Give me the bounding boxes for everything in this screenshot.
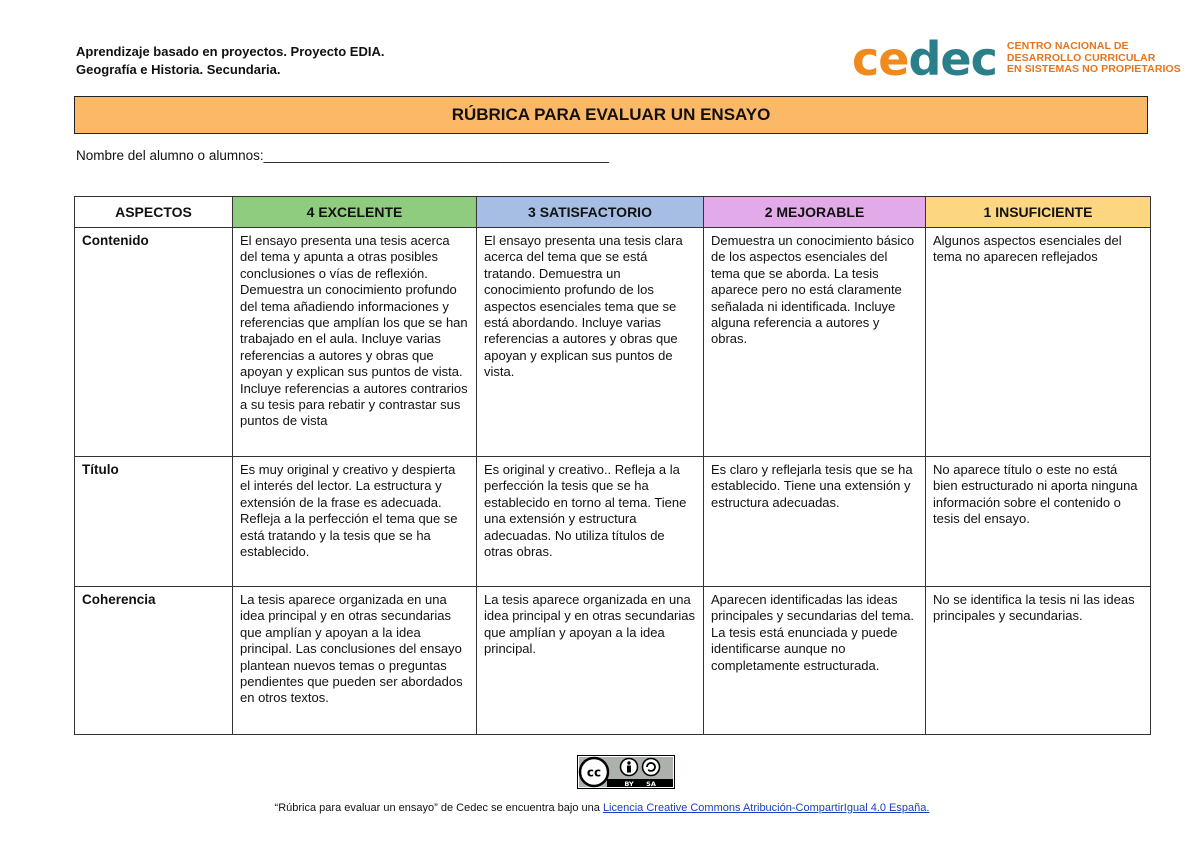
- logo-wordmark: cedec: [852, 32, 997, 86]
- cell-coherencia-excelente: La tesis aparece organizada en una idea principal y en otras secundarias que amplían y apoyan a la idea principal. Las conclusiones del ensayo plantean nuevos temas o preguntas pendientes que pueden ser abordados en otros textos.: [233, 587, 477, 735]
- cell-titulo-insuficiente: No aparece título o este no está bien estructurado ni aporta ninguna información sobre el contenido o tesis del ensayo.: [926, 457, 1151, 587]
- license-link[interactable]: Licencia Creative Commons Atribución-CompartirIgual 4.0 España.: [602, 802, 930, 814]
- header-satisfactorio: 3 SATISFACTORIO: [477, 197, 704, 228]
- cell-titulo-mejorable: Es claro y reflejarla tesis que se ha establecido. Tiene una extensión y estructura adecuadas.: [704, 457, 926, 587]
- cell-contenido-satisfactorio: El ensayo presenta una tesis clara acerca del tema que se está tratando. Demuestra un conocimiento profundo de los aspectos esenciales tema que se está abordando. Incluye varias referencias a autores y obras que apoyan y explican sus puntos de vista.: [477, 228, 704, 457]
- header-excelente: 4 EXCELENTE: [233, 197, 477, 228]
- table-row: [75, 587, 1151, 735]
- table-row: [75, 457, 1151, 587]
- header-aspectos: ASPECTOS: [75, 197, 233, 228]
- aspect-titulo: Título: [75, 457, 233, 587]
- svg-text:cc: cc: [586, 765, 602, 780]
- cell-contenido-excelente: El ensayo presenta una tesis acerca del tema y apunta a otras posibles conclusiones o vías de reflexión. Demuestra un conocimiento profundo del tema añadiendo informaciones y referencias que amplían los que se han trabajado en el aula. Incluye varias referencias a autores y obras que apoyan y explican sus puntos de vista. Incluye referencias a autores contrarios a su tesis para rebatir y contrastar sus puntos de vista: [233, 228, 477, 457]
- table-row: [75, 228, 1151, 457]
- cc-by-sa-badge: [577, 755, 675, 789]
- logo-subtitle: CENTRO NACIONAL DE DESARROLLO CURRICULAR EN SISTEMAS NO PROPIETARIOS: [1006, 40, 1181, 75]
- aspect-coherencia: Coherencia: [75, 587, 233, 735]
- rubric-table: [74, 196, 1151, 735]
- cedec-logo: [852, 32, 1181, 86]
- cell-coherencia-insuficiente: No se identifica la tesis ni las ideas principales y secundarias.: [926, 587, 1151, 735]
- cell-contenido-mejorable: Demuestra un conocimiento básico de los aspectos esenciales del tema que se aborda. La tesis aparece pero no está claramente señalada ni identificada. Incluye alguna referencia a autores y obras.: [704, 228, 926, 457]
- cell-titulo-excelente: Es muy original y creativo y despierta el interés del lector. La estructura y extensión de la frase es adecuada. Refleja a la perfección el tema que se está tratando y la tesis que se ha establecido.: [233, 457, 477, 587]
- header-line-2: Geografía e Historia. Secundaria.: [76, 62, 281, 77]
- cell-coherencia-satisfactorio: La tesis aparece organizada en una idea principal y en otras secundarias que amplían y apoyan a la idea principal.: [477, 587, 704, 735]
- page-title: RÚBRICA PARA EVALUAR UN ENSAYO: [74, 96, 1148, 134]
- badge-by-label: BY: [624, 780, 634, 788]
- header-mejorable: 2 MEJORABLE: [704, 197, 926, 228]
- student-name-field: Nombre del alumno o alumnos:______________________________________________: [76, 148, 609, 163]
- table-header-row: [75, 197, 1151, 228]
- document-header: [76, 43, 384, 79]
- cell-coherencia-mejorable: Aparecen identificadas las ideas principales y secundarias del tema. La tesis está enunciada y puede identificarse aunque no completamente estructurada.: [704, 587, 926, 735]
- license-text: “Rúbrica para evaluar un ensayo” de Cedec se encuentra bajo una: [274, 802, 600, 814]
- header-insuficiente: 1 INSUFICIENTE: [926, 197, 1151, 228]
- header-line-1: Aprendizaje basado en proyectos. Proyecto EDIA.: [76, 44, 385, 59]
- sa-share-icon: [643, 759, 660, 776]
- license-footer: [0, 802, 1204, 814]
- cell-titulo-satisfactorio: Es original y creativo.. Refleja a la perfección la tesis que se ha establecido en torno al tema. Tiene una extensión y estructura adecuadas. No utiliza títulos de otras obras.: [477, 457, 704, 587]
- cell-contenido-insuficiente: Algunos aspectos esenciales del tema no aparecen reflejados: [926, 228, 1151, 457]
- badge-sa-label: SA: [646, 780, 656, 788]
- aspect-contenido: Contenido: [75, 228, 233, 457]
